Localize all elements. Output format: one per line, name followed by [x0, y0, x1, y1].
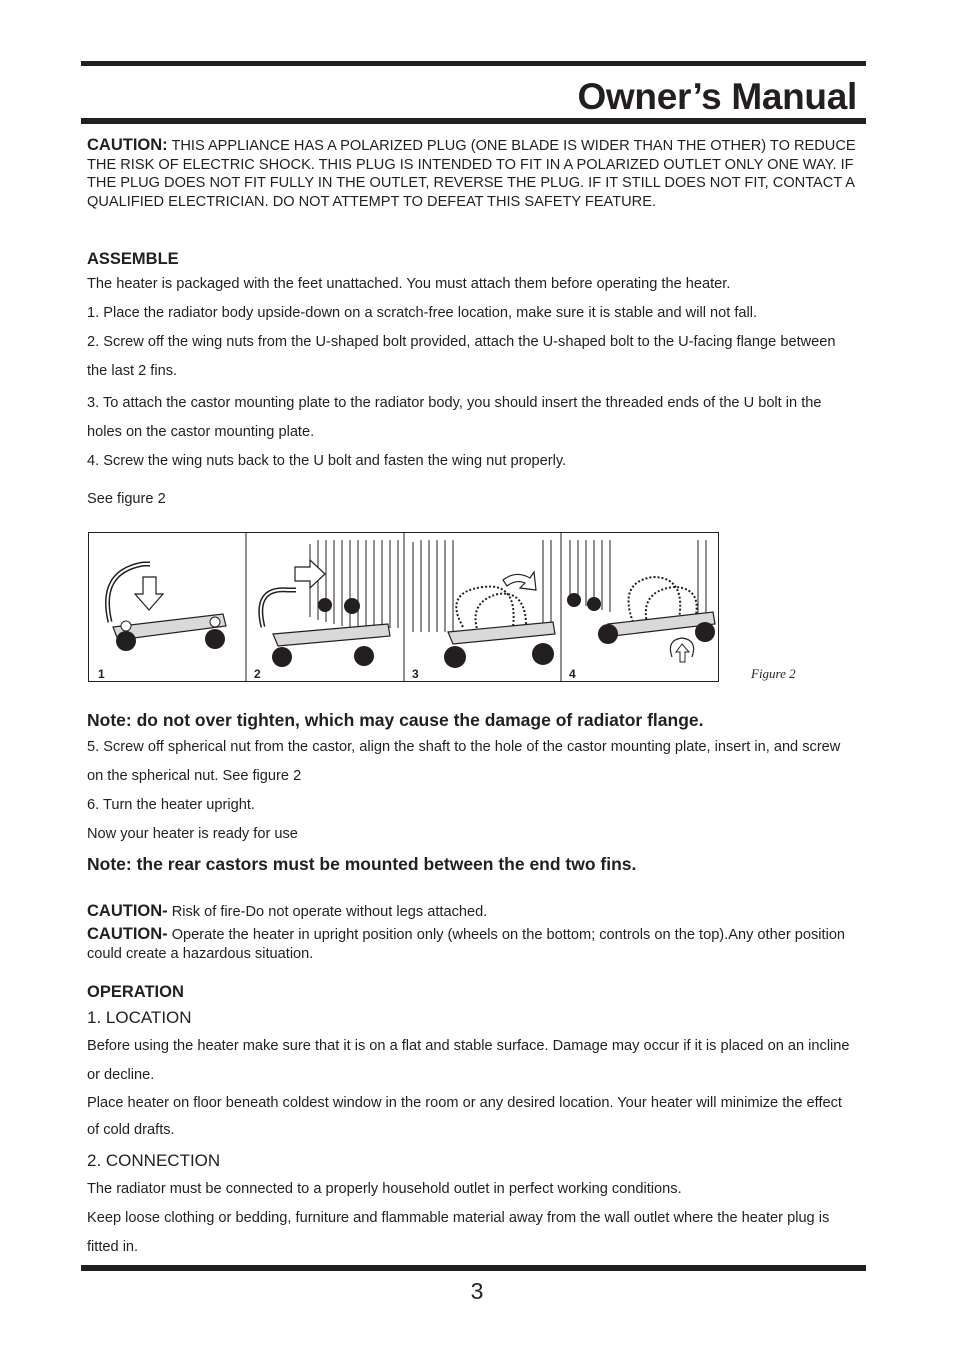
panel-label-2: 2	[254, 667, 261, 681]
assemble-step-3: 3. To attach the castor mounting plate to the radiator body, you should insert the threaded ends of the U bolt in the holes on the castor mounting plate.	[87, 395, 822, 440]
location-paragraph-1: Before using the heater make sure that it is on a flat and stable surface. Damage may occur if it is placed on an incline or decline.	[87, 1038, 850, 1083]
step-6: 6. Turn the heater upright.	[87, 797, 255, 813]
operation-heading: OPERATION	[87, 983, 184, 1001]
assemble-step-2: 2. Screw off the wing nuts from the U-shaped bolt provided, attach the U-shaped bolt to the U-facing flange between the last 2 fins.	[87, 334, 836, 379]
page-title: Owner’s Manual	[577, 76, 857, 117]
assemble-step-4: 4. Screw the wing nuts back to the U bolt and fasten the wing nut properly.	[87, 453, 567, 469]
caution-text: THIS APPLIANCE HAS A POLARIZED PLUG (ONE BLADE IS WIDER THAN THE OTHER) TO REDUCE THE RISK OF ELECTRIC SHOCK. THIS PLUG IS INTENDED TO FIT IN A POLARIZED OUTLET ONLY ONE WAY. IF THE PLUG DOES NOT FIT FULLY IN THE OUTLET, REVERSE THE PLUG. IF IT STILL DOES NOT FIT, CONTACT A QUALIFIED ELECTRICIAN. DO NOT ATTEMPT TO DEFEAT THIS SAFETY FEATURE.	[87, 138, 856, 210]
connection-paragraph-1: The radiator must be connected to a properly household outlet in perfect working conditions.	[87, 1181, 682, 1197]
title-rule	[81, 118, 866, 124]
caution-label: CAUTION:	[87, 136, 168, 154]
assemble-heading: ASSEMBLE	[87, 250, 179, 268]
assemble-step-1: 1. Place the radiator body upside-down on a scratch-free location, make sure it is stable and will not fall.	[87, 305, 758, 321]
caution-legs-label: CAUTION-	[87, 902, 168, 920]
panel-label-3: 3	[412, 667, 419, 681]
caution-upright-text: Operate the heater in upright position only (wheels on the bottom; controls on the top).Any other position could create a hazardous situation.	[87, 927, 846, 962]
caution-legs-text: Risk of fire-Do not operate without legs attached.	[167, 904, 488, 920]
bottom-rule	[81, 1265, 866, 1271]
page-number: 3	[470, 1278, 484, 1304]
caution-upright-label: CAUTION-	[87, 925, 168, 943]
caution-polarized-plug	[87, 136, 857, 211]
assembly-figure	[88, 532, 719, 682]
step-5: 5. Screw off spherical nut from the castor, align the shaft to the hole of the castor mounting plate, insert in, and screw on the spherical nut. See figure 2	[87, 739, 841, 784]
connection-heading: 2. CONNECTION	[87, 1151, 221, 1170]
connection-paragraph-2: Keep loose clothing or bedding, furniture and flammable material away from the wall outlet where the heater plug is fitted in.	[87, 1210, 830, 1255]
assembly-figure-drawing	[88, 532, 719, 682]
location-paragraph-2: Place heater on floor beneath coldest window in the room or any desired location. Your heater will minimize the effect of cold drafts.	[87, 1095, 842, 1138]
panel-label-1: 1	[98, 667, 105, 681]
assemble-intro: The heater is packaged with the feet unattached. You must attach them before operating the heater.	[87, 276, 731, 292]
location-heading: 1. LOCATION	[87, 1008, 192, 1027]
ready-text: Now your heater is ready for use	[87, 826, 298, 842]
caution-legs	[87, 902, 857, 922]
top-rule	[81, 61, 866, 66]
figure-caption: Figure 2	[751, 666, 796, 681]
note-over-tighten: Note: do not over tighten, which may cause the damage of radiator flange.	[87, 710, 704, 730]
see-figure-reference: See figure 2	[87, 491, 166, 507]
caution-upright	[87, 925, 857, 963]
panel-label-4: 4	[569, 667, 576, 681]
note-rear-castors: Note: the rear castors must be mounted between the end two fins.	[87, 854, 637, 874]
